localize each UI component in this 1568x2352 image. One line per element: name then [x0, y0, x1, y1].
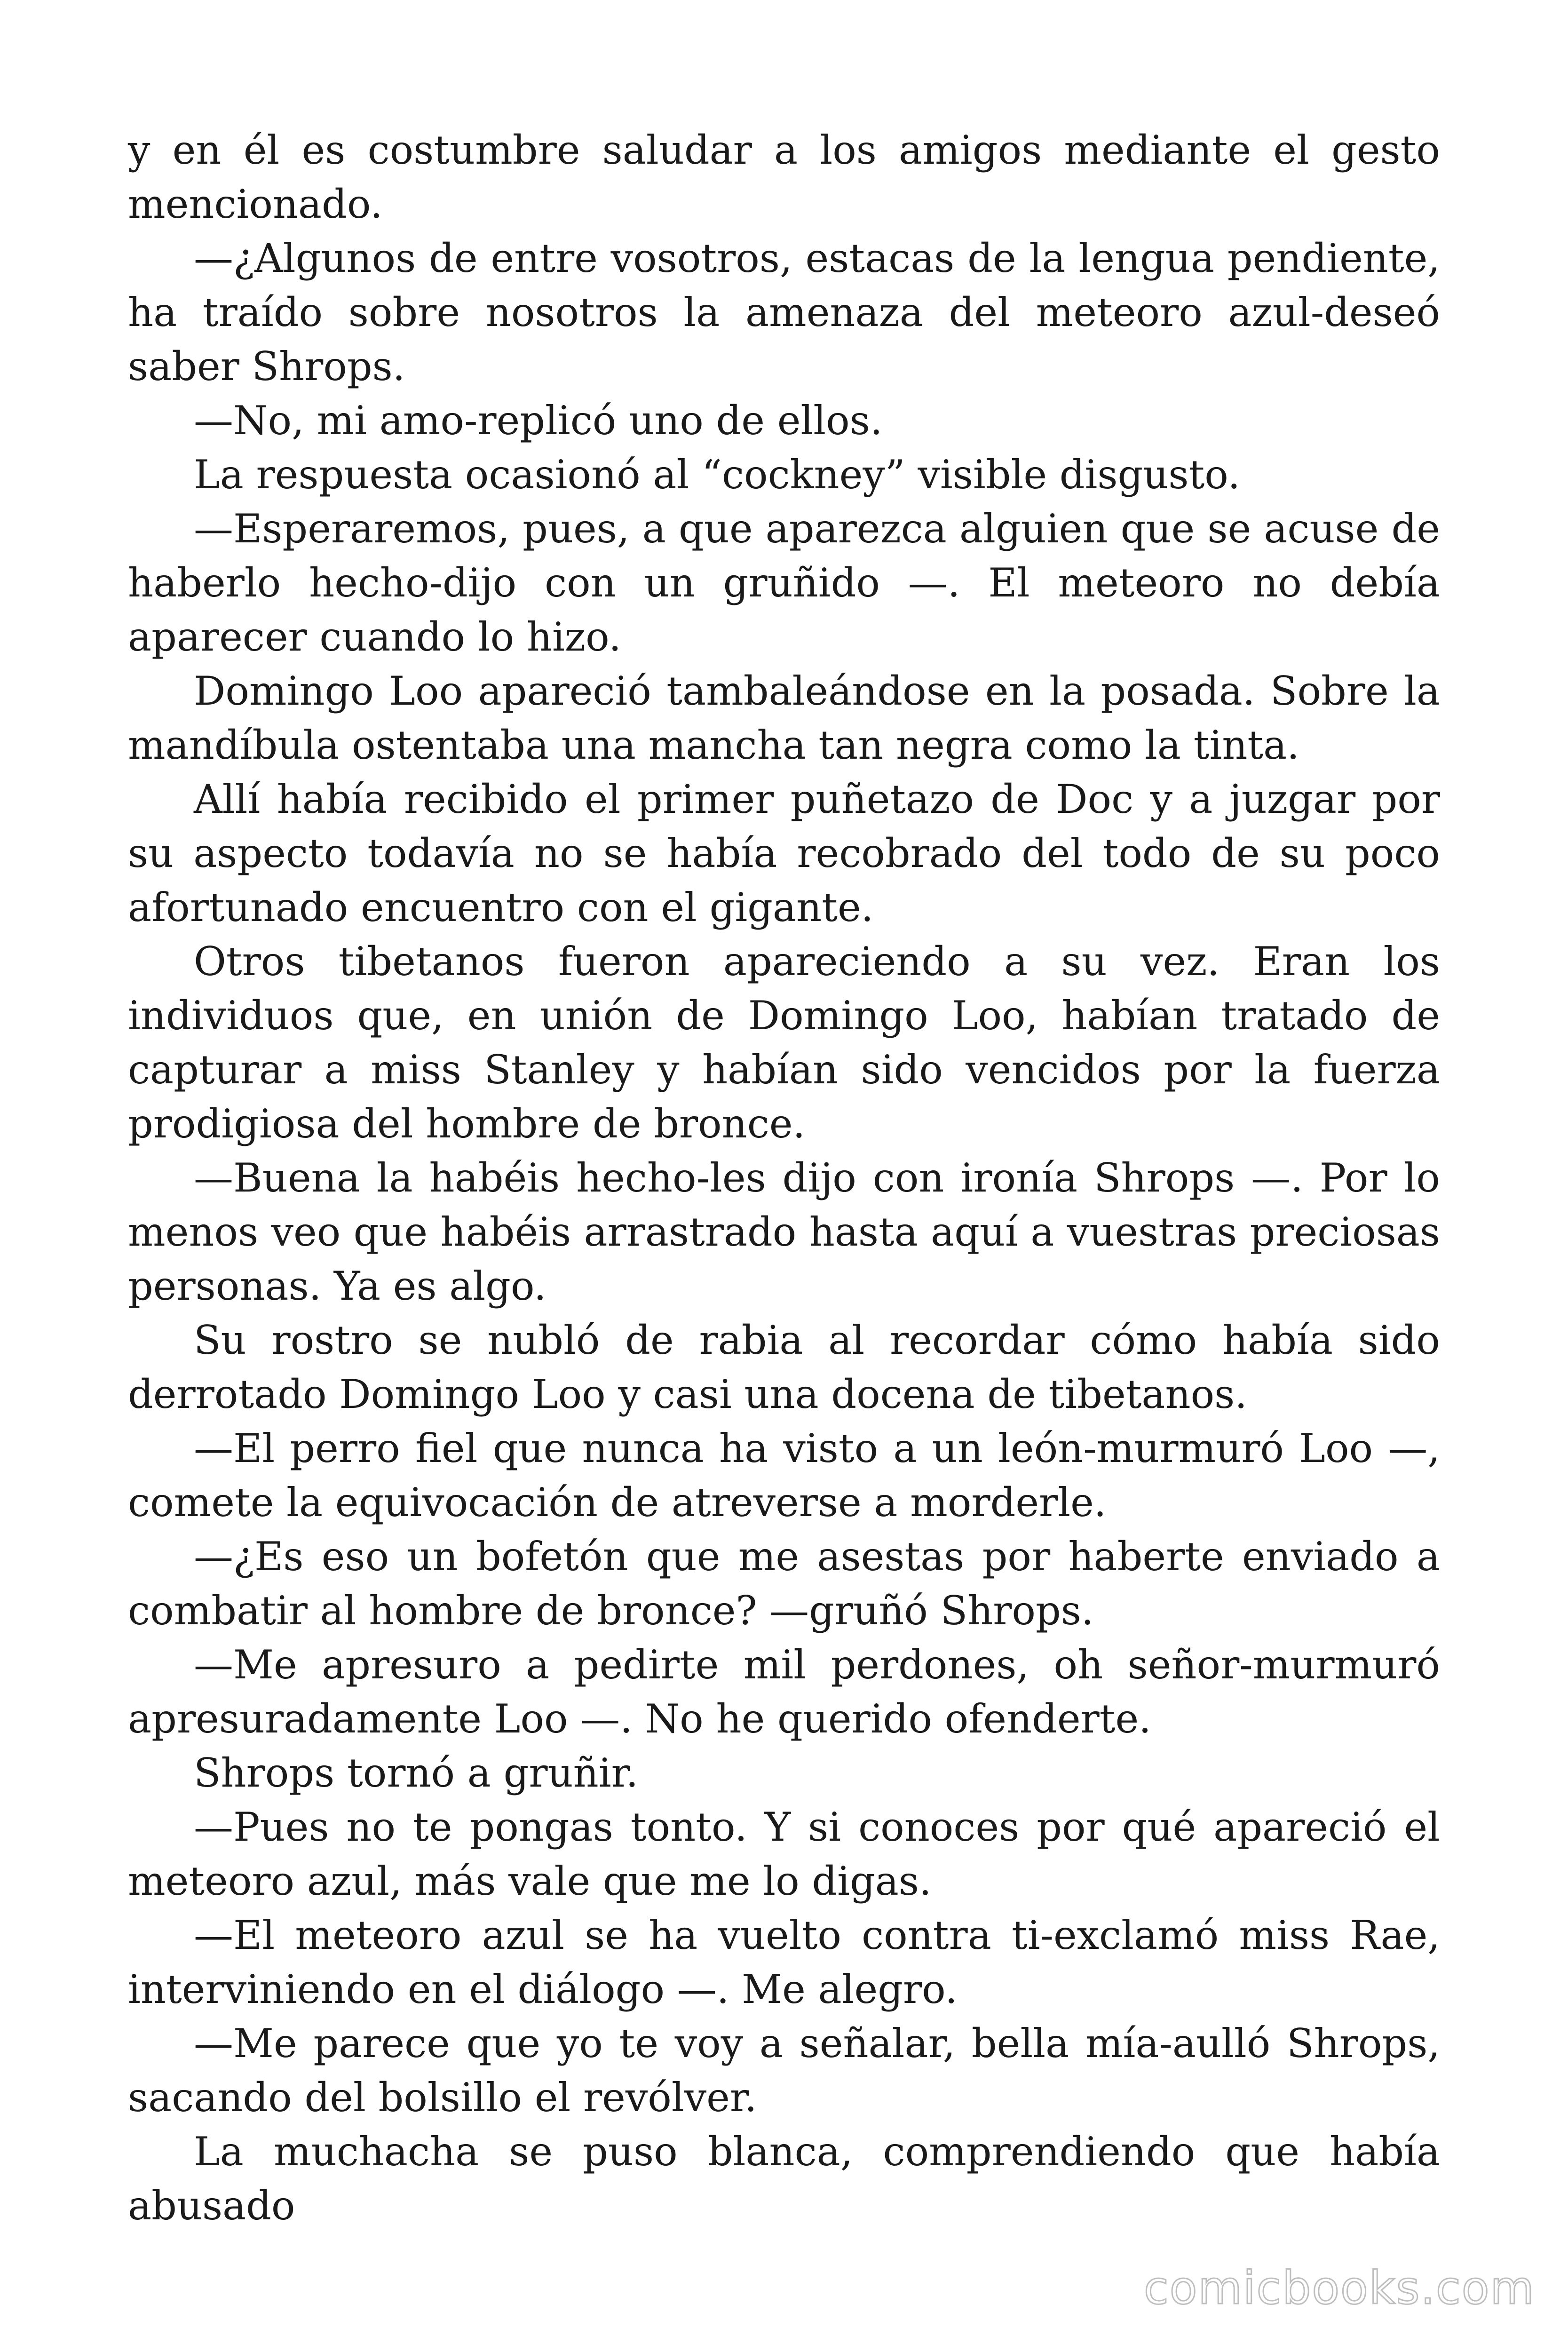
paragraph: La muchacha se puso blanca, comprendiendo que había abusado — [128, 2129, 1440, 2229]
paragraph: Otros tibetanos fueron apareciendo a su vez. Eran los individuos que, en unión de Domingo Loo, habían tratado de capturar a miss Stanley y habían sido vencidos por la fuerza prodigiosa del hombre de bronce. — [128, 938, 1440, 1147]
paragraph: —El meteoro azul se ha vuelto contra ti-exclamó miss Rae, interviniendo en el diálogo —. Me alegro. — [128, 1912, 1440, 2012]
paragraph: Su rostro se nubló de rabia al recordar cómo había sido derrotado Domingo Loo y casi una docena de tibetanos. — [128, 1317, 1440, 1417]
paragraph: —Buena la habéis hecho-les dijo con ironía Shrops —. Por lo menos veo que habéis arrastrado hasta aquí a vuestras preciosas personas. Ya es algo. — [128, 1155, 1440, 1309]
paragraph: —¿Algunos de entre vosotros, estacas de la lengua pendiente, ha traído sobre nosotros la amenaza del meteoro azul-deseó saber Shrops. — [128, 235, 1440, 389]
page-body — [128, 123, 1440, 2233]
paragraph: Shrops tornó a gruñir. — [194, 1750, 639, 1796]
paragraph: La respuesta ocasionó al “cockney” visible disgusto. — [194, 452, 1241, 498]
paragraph: —¿Es eso un bofetón que me asestas por haberte enviado a combatir al hombre de bronce? —gruñó Shrops. — [128, 1534, 1440, 1634]
paragraph: —Pues no te pongas tonto. Y si conoces por qué apareció el meteoro azul, más vale que me lo digas. — [128, 1804, 1440, 1904]
paragraph: Allí había recibido el primer puñetazo de Doc y a juzgar por su aspecto todavía no se había recobrado del todo de su poco afortunado encuentro con el gigante. — [128, 776, 1440, 930]
paragraph: —El perro fiel que nunca ha visto a un león-murmuró Loo —, comete la equivocación de atreverse a morderle. — [128, 1425, 1440, 1526]
site-watermark: comicbooks.com — [1143, 2262, 1535, 2314]
paragraph: —Esperaremos, pues, a que aparezca alguien que se acuse de haberlo hecho-dijo con un gruñido —. El meteoro no debía aparecer cuando lo hizo. — [128, 506, 1440, 660]
paragraph: —No, mi amo-replicó uno de ellos. — [194, 397, 883, 444]
paragraph: Domingo Loo apareció tambaleándose en la posada. Sobre la mandíbula ostentaba una mancha tan negra como la tinta. — [128, 668, 1440, 768]
paragraph: —Me apresuro a pedirte mil perdones, oh señor-murmuró apresuradamente Loo —. No he querido ofenderte. — [128, 1642, 1440, 1742]
paragraph: —Me parece que yo te voy a señalar, bella mía-aulló Shrops, sacando del bolsillo el revólver. — [128, 2020, 1440, 2121]
paragraph: y en él es costumbre saludar a los amigos mediante el gesto mencionado. — [128, 127, 1440, 227]
